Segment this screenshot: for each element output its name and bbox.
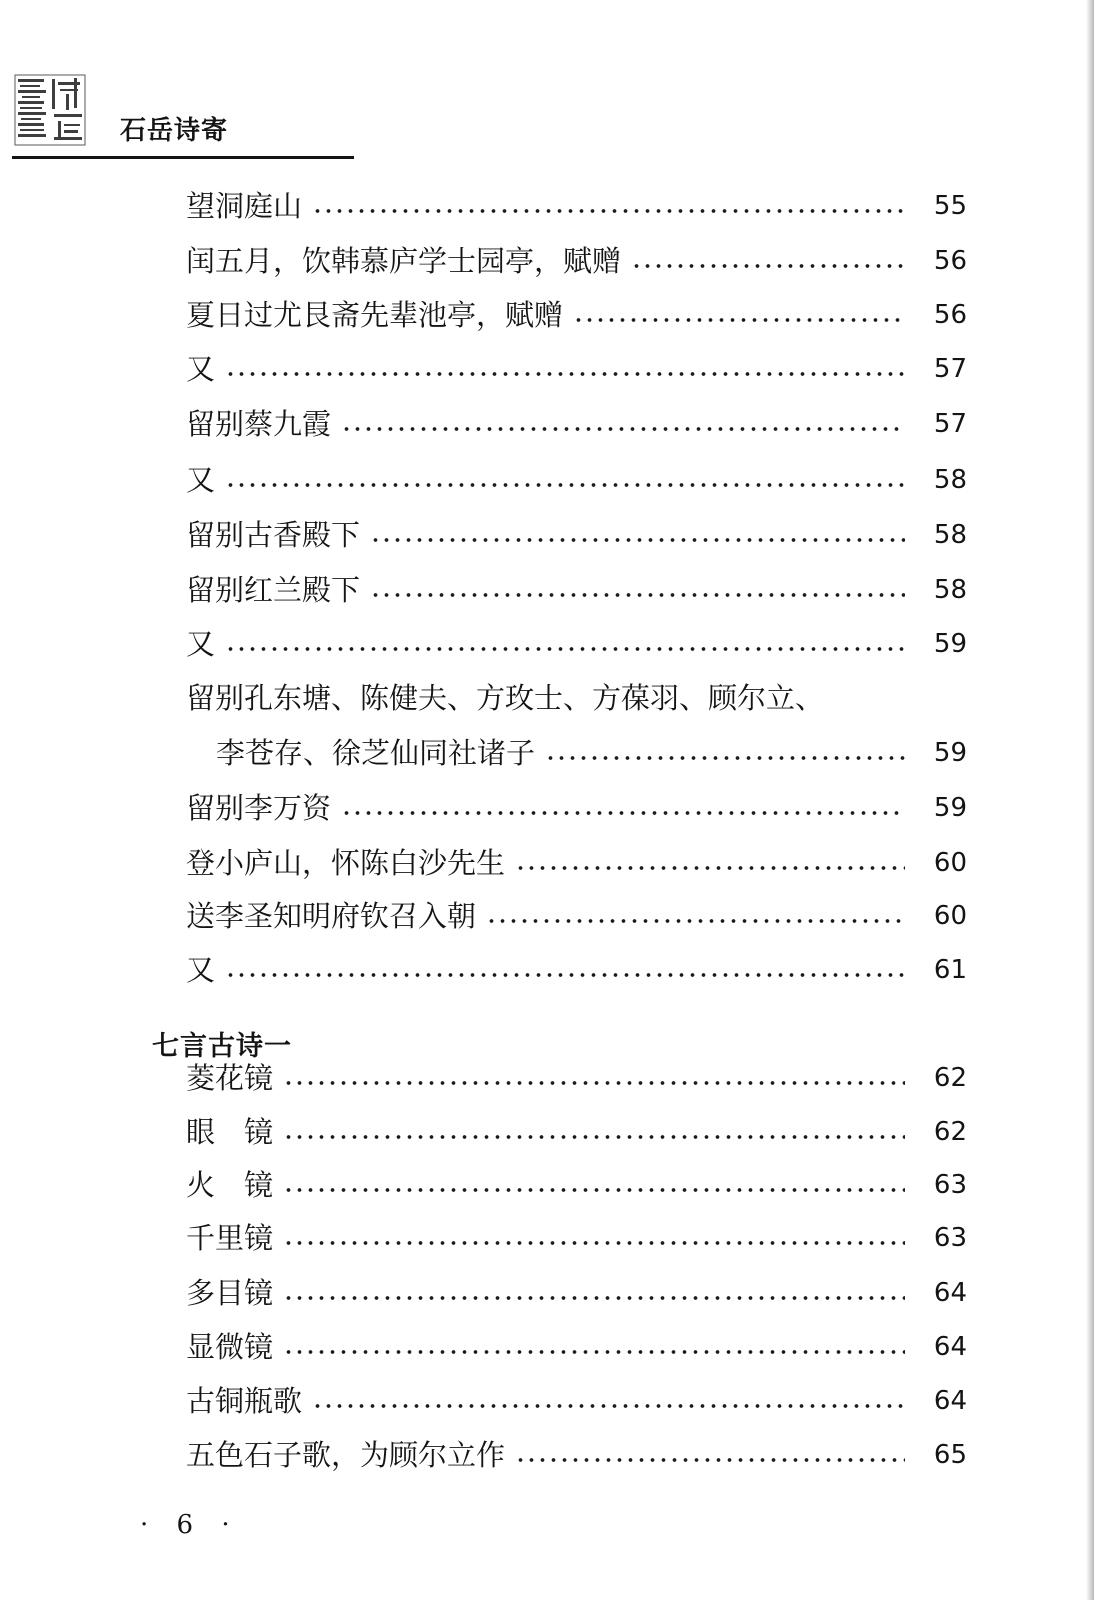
page-number: 59 bbox=[933, 738, 967, 768]
section-heading: 七言古诗一 bbox=[152, 1031, 292, 1062]
toc-entry bbox=[186, 515, 967, 555]
page-number: 62 bbox=[933, 1063, 967, 1093]
page-number: 59 bbox=[933, 793, 967, 823]
dot-leader bbox=[283, 1349, 905, 1355]
toc-entry bbox=[186, 1381, 967, 1421]
page-number: 65 bbox=[933, 1440, 967, 1470]
toc-entry bbox=[186, 624, 967, 664]
entry-title: 又 bbox=[186, 627, 216, 661]
toc-entry bbox=[186, 349, 967, 389]
toc-entry bbox=[186, 295, 967, 335]
entry-title: 闰五月，饮韩慕庐学士园亭，赋赠 bbox=[186, 244, 622, 278]
dot-leader bbox=[573, 317, 905, 323]
entry-title: 眼 镜 bbox=[186, 1115, 274, 1149]
entry-title: 菱花镜 bbox=[186, 1061, 274, 1095]
page-number: 59 bbox=[933, 629, 967, 659]
entry-title: 又 bbox=[186, 352, 216, 386]
toc-entry bbox=[186, 896, 967, 936]
entry-title: 古铜瓶歌 bbox=[186, 1384, 303, 1418]
toc-entry bbox=[186, 186, 967, 226]
entry-title: 火 镜 bbox=[186, 1168, 274, 1202]
dot-leader bbox=[312, 1403, 905, 1409]
page-number: 58 bbox=[933, 520, 967, 550]
entry-title: 留别蔡九霞 bbox=[186, 407, 332, 441]
toc-entry bbox=[186, 460, 967, 500]
entry-title: 送李圣知明府钦召入朝 bbox=[186, 899, 477, 933]
dot-leader bbox=[283, 1295, 905, 1301]
seal-stamp-icon bbox=[14, 74, 86, 146]
entry-title: 又 bbox=[186, 463, 216, 497]
page-number: 60 bbox=[933, 848, 967, 878]
page-number: 63 bbox=[933, 1170, 967, 1200]
header-rule bbox=[12, 156, 354, 159]
page-number: 64 bbox=[933, 1386, 967, 1416]
dot-leader bbox=[225, 972, 905, 978]
toc-entry bbox=[186, 843, 967, 883]
toc-entry bbox=[186, 1327, 967, 1367]
entry-title: 千里镜 bbox=[186, 1221, 274, 1255]
entry-title: 李苍存、徐芝仙同社诸子 bbox=[216, 736, 536, 770]
page-number: 64 bbox=[933, 1332, 967, 1362]
dot-leader bbox=[283, 1080, 905, 1086]
dot-leader bbox=[283, 1187, 905, 1193]
entry-title: 显微镜 bbox=[186, 1330, 274, 1364]
entry-title: 留别红兰殿下 bbox=[186, 573, 361, 607]
toc-entry bbox=[186, 570, 967, 610]
toc-entry bbox=[186, 241, 967, 281]
entry-title: 五色石子歌，为顾尔立作 bbox=[186, 1438, 506, 1472]
toc-entry bbox=[186, 1435, 967, 1475]
toc-entry bbox=[186, 1273, 967, 1313]
dot-leader bbox=[486, 918, 905, 924]
toc-entry bbox=[186, 1058, 967, 1098]
page-number: 63 bbox=[933, 1223, 967, 1253]
toc-entry-multiline-start bbox=[186, 678, 886, 718]
toc-entry bbox=[186, 950, 967, 990]
dot-leader bbox=[312, 208, 905, 214]
page-number: 56 bbox=[933, 246, 967, 276]
dot-leader bbox=[370, 537, 905, 543]
page-number: 58 bbox=[933, 575, 967, 605]
dot-leader bbox=[283, 1240, 905, 1246]
toc-entry bbox=[186, 1165, 967, 1205]
dot-leader bbox=[370, 592, 905, 598]
page-number: 64 bbox=[933, 1278, 967, 1308]
entry-title: 留别孔东塘、陈健夫、方玫士、方葆羽、顾尔立、 bbox=[186, 681, 825, 715]
page-number: 60 bbox=[933, 901, 967, 931]
entry-title: 留别李万资 bbox=[186, 791, 332, 825]
entry-title: 留别古香殿下 bbox=[186, 518, 361, 552]
toc-entry bbox=[186, 404, 967, 444]
page-edge-shadow bbox=[1086, 0, 1094, 1600]
toc-entry bbox=[186, 1218, 967, 1258]
dot-leader bbox=[515, 865, 905, 871]
page-number: 62 bbox=[933, 1117, 967, 1147]
entry-title: 登小庐山，怀陈白沙先生 bbox=[186, 846, 506, 880]
toc-entry-multiline-end bbox=[216, 733, 967, 773]
dot-leader bbox=[341, 426, 905, 432]
toc-entry bbox=[186, 1112, 967, 1152]
page-number: 55 bbox=[933, 191, 967, 221]
dot-leader bbox=[225, 646, 905, 652]
dot-leader bbox=[225, 371, 905, 377]
entry-title: 望洞庭山 bbox=[186, 189, 303, 223]
entry-title: 夏日过尤艮斋先辈池亭，赋赠 bbox=[186, 298, 564, 332]
dot-leader bbox=[283, 1134, 905, 1140]
page-number: 58 bbox=[933, 465, 967, 495]
dot-leader bbox=[631, 263, 905, 269]
page-number: 57 bbox=[933, 409, 967, 439]
dot-leader bbox=[225, 482, 905, 488]
page-number: 56 bbox=[933, 300, 967, 330]
dot-leader bbox=[515, 1457, 905, 1463]
page-number: 57 bbox=[933, 354, 967, 384]
entry-title: 多目镜 bbox=[186, 1276, 274, 1310]
toc-entry bbox=[186, 788, 967, 828]
dot-leader bbox=[341, 810, 905, 816]
dot-leader bbox=[545, 755, 905, 761]
page-folio: · 6 · bbox=[140, 1510, 240, 1540]
page-number: 61 bbox=[933, 955, 967, 985]
book-title: 石岳诗寄 bbox=[120, 116, 229, 146]
entry-title: 又 bbox=[186, 953, 216, 987]
